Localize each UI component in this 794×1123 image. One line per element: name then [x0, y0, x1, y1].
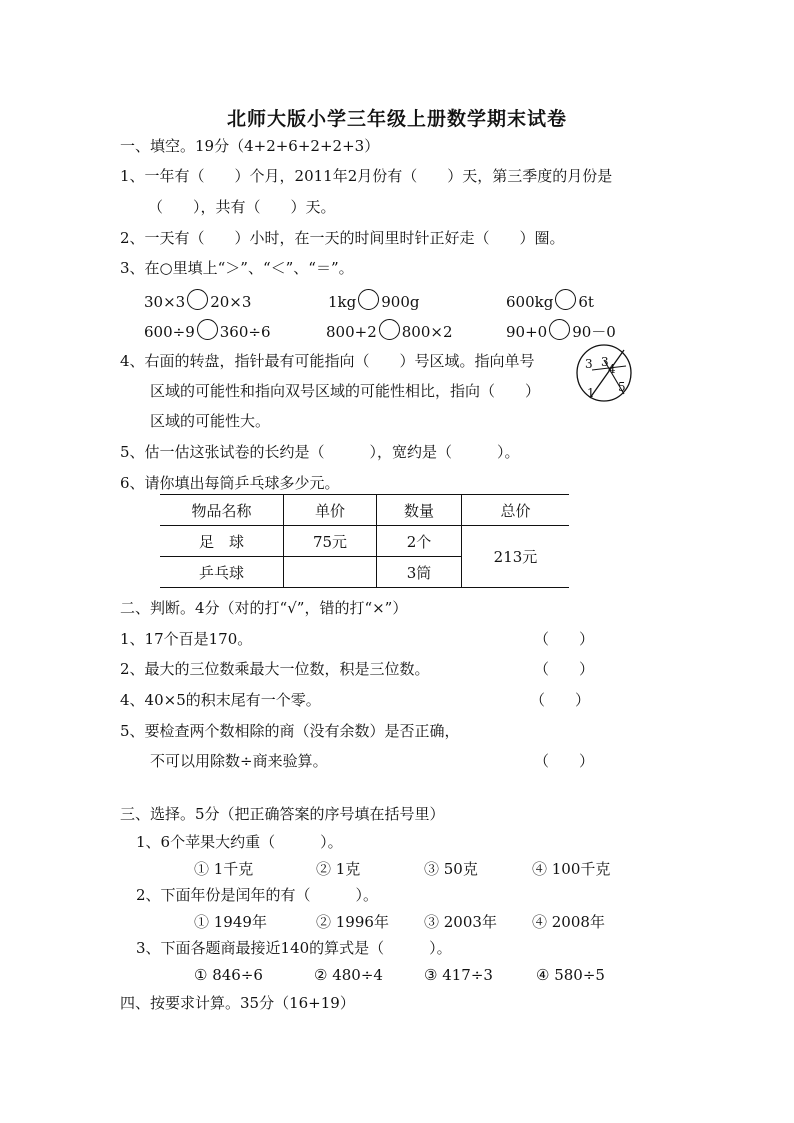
- choice-question: 3、下面各题商最接近140的算式是（ ）。: [136, 939, 452, 957]
- table-row: [160, 526, 569, 557]
- compare-item: [144, 319, 271, 342]
- table-total-cell: 213元: [462, 526, 570, 588]
- table-cell: 足 球: [160, 526, 284, 557]
- judge-item-cont: 不可以用除数÷商来验算。: [150, 752, 328, 770]
- compare-item: [328, 289, 419, 312]
- table-header: 总价: [462, 495, 570, 526]
- table-header: 单价: [284, 495, 377, 526]
- answer-paren[interactable]: （ ）: [534, 752, 595, 770]
- choice-option[interactable]: ② 480÷4: [314, 966, 383, 984]
- spinner-label: 3: [585, 357, 593, 371]
- choice-option[interactable]: ① 1949年: [194, 913, 267, 931]
- judge-item: 5、要检查两个数相除的商（没有余数）是否正确，: [120, 722, 460, 740]
- compare-right: 20×3: [210, 293, 252, 311]
- compare-item: [506, 319, 616, 342]
- compare-item: [506, 289, 594, 312]
- section-1-heading: 一、填空。19分（4+2+6+2+2+3）: [120, 137, 380, 155]
- choice-option[interactable]: ② 1996年: [316, 913, 389, 931]
- section-2-heading: 二、判断。4分（对的打“√”，错的打“×”）: [120, 599, 408, 617]
- answer-paren[interactable]: （ ）: [534, 630, 595, 648]
- choice-option[interactable]: ③ 50克: [424, 860, 478, 878]
- section-4-heading: 四、按要求计算。35分（16+19）: [120, 994, 355, 1012]
- choice-option[interactable]: ① 1千克: [194, 860, 254, 878]
- compare-item: [326, 319, 453, 342]
- compare-left: 800+2: [326, 323, 377, 341]
- table-cell: 2个: [377, 526, 462, 557]
- spinner-diagram: [572, 342, 636, 404]
- compare-left: 30×3: [144, 293, 186, 311]
- q4-line-a: 4、右面的转盘，指针最有可能指向（ ）号区域。指向单号: [120, 352, 535, 370]
- choice-option[interactable]: ④ 2008年: [532, 913, 605, 931]
- section-3-heading: 三、选择。5分（把正确答案的序号填在括号里）: [120, 805, 445, 823]
- q6-line: 6、请你填出每筒乒乓球多少元。: [120, 474, 340, 492]
- choice-option[interactable]: ① 846÷6: [194, 966, 263, 984]
- compare-circle[interactable]: [379, 319, 400, 340]
- q3-line: 3、在○里填上“＞”、“＜”、“＝”。: [120, 259, 354, 277]
- compare-circle[interactable]: [187, 289, 208, 310]
- compare-left: 1kg: [328, 293, 357, 311]
- answer-paren[interactable]: （ ）: [534, 660, 595, 678]
- spinner-label: 5: [618, 380, 626, 394]
- compare-item: [144, 289, 251, 312]
- spinner-label: 3: [601, 355, 609, 369]
- compare-circle[interactable]: [358, 289, 379, 310]
- choice-question: 1、6个苹果大约重（ ）。: [136, 833, 343, 851]
- q4-line-b: 区域的可能性和指向双号区域的可能性相比，指向（ ）: [150, 382, 541, 400]
- exam-title: 北师大版小学三年级上册数学期末试卷: [226, 108, 567, 130]
- table-header-row: [160, 495, 569, 526]
- table-header: 物品名称: [160, 495, 284, 526]
- price-table: [160, 494, 569, 588]
- table-header: 数量: [377, 495, 462, 526]
- table-cell: 乒乓球: [160, 557, 284, 588]
- answer-paren[interactable]: （ ）: [530, 691, 591, 709]
- compare-left: 90+0: [506, 323, 548, 341]
- judge-item: 4、40×5的积末尾有一个零。: [120, 691, 321, 709]
- spinner-label: 4: [608, 362, 616, 376]
- compare-right: 360÷6: [219, 323, 271, 341]
- spinner-label: 1: [587, 386, 595, 400]
- compare-left: 600kg: [506, 293, 554, 311]
- q4-line-c: 区域的可能性大。: [150, 412, 271, 430]
- choice-question: 2、下面年份是闰年的有（ ）。: [136, 886, 379, 904]
- judge-item: 1、17个百是170。: [120, 630, 253, 648]
- choice-option[interactable]: ④ 580÷5: [536, 966, 605, 984]
- compare-right: 800×2: [401, 323, 453, 341]
- judge-item: 2、最大的三位数乘最大一位数，积是三位数。: [120, 660, 430, 678]
- choice-option[interactable]: ④ 100千克: [532, 860, 611, 878]
- choice-option[interactable]: ③ 417÷3: [424, 966, 493, 984]
- compare-circle[interactable]: [555, 289, 576, 310]
- choice-option[interactable]: ② 1克: [316, 860, 361, 878]
- q1-line-a: 1、一年有（ ）个月，2011年2月份有（ ）天，第三季度的月份是: [120, 167, 613, 185]
- table-blank-cell[interactable]: [284, 557, 377, 588]
- compare-right: 900g: [381, 293, 420, 311]
- compare-right: 90－0: [572, 323, 616, 341]
- compare-circle[interactable]: [197, 319, 218, 340]
- q1-line-b: （ ），共有（ ）天。: [148, 198, 336, 216]
- table-cell: 75元: [284, 526, 377, 557]
- table-cell: 3筒: [377, 557, 462, 588]
- compare-right: 6t: [578, 293, 594, 311]
- compare-circle[interactable]: [549, 319, 570, 340]
- compare-left: 600÷9: [144, 323, 195, 341]
- choice-option[interactable]: ③ 2003年: [424, 913, 497, 931]
- q5-line: 5、估一估这张试卷的长约是（ ），宽约是（ ）。: [120, 443, 520, 461]
- q2-line: 2、一天有（ ）小时，在一天的时间里时针正好走（ ）圈。: [120, 229, 565, 247]
